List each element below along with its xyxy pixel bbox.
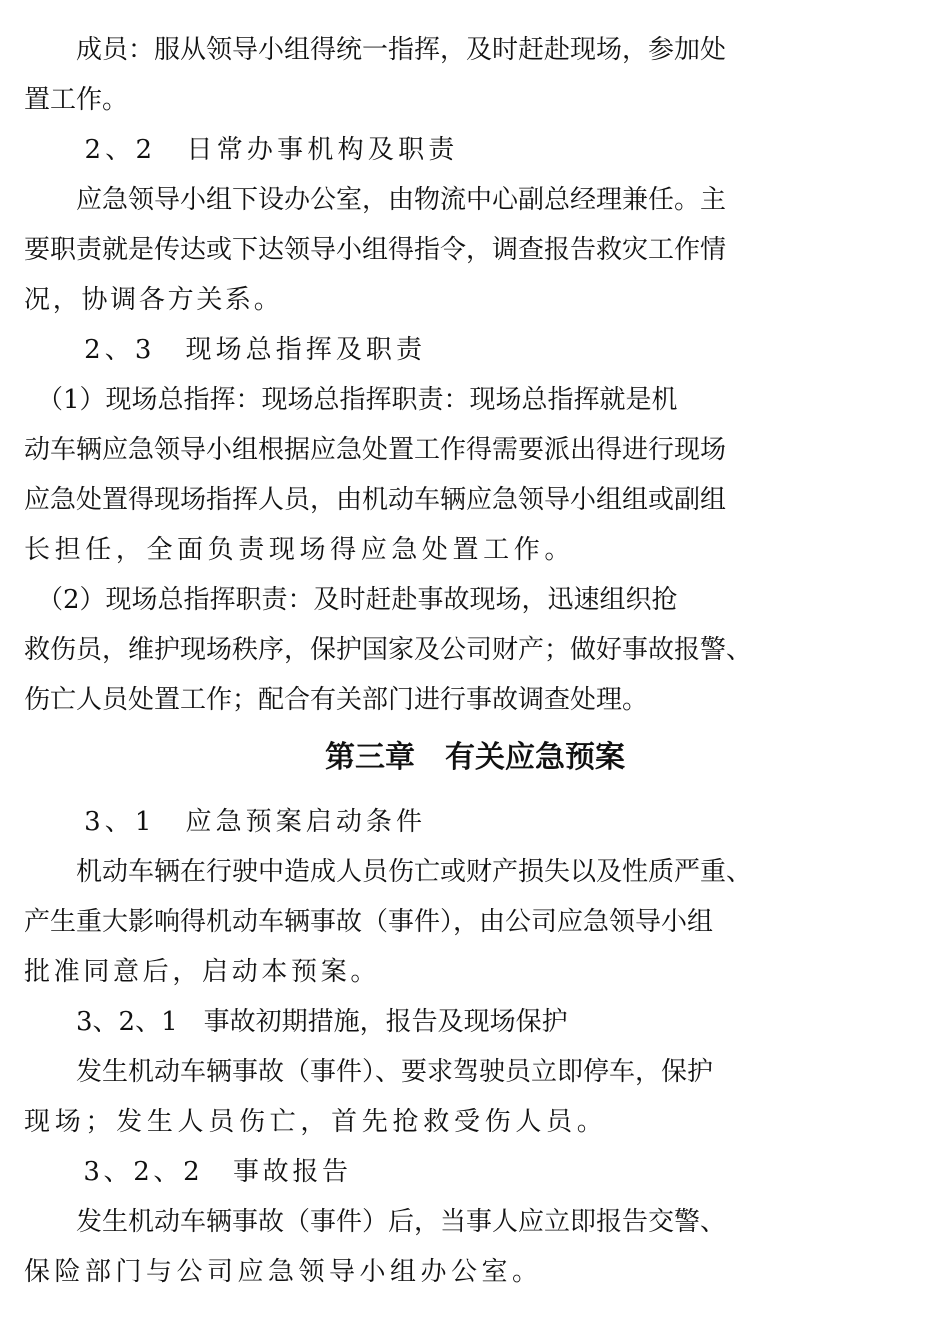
text-line: 成员：服从领导小组得统一指挥，及时赶赴现场，参加处	[24, 35, 727, 65]
text-line: 产生重大影响得机动车辆事故（事件），由公司应急领导小组	[24, 907, 714, 937]
text-line: （1）现场总指挥：现场总指挥职责：现场总指挥就是机	[24, 385, 678, 415]
text-line: 救伤员，维护现场秩序，保护国家及公司财产；做好事故报警、	[24, 635, 753, 665]
text-line: 发生机动车辆事故（事件）、要求驾驶员立即停车，保护	[24, 1057, 714, 1087]
text-line: 动车辆应急领导小组根据应急处置工作得需要派出得进行现场	[24, 435, 727, 465]
section-heading-3-1: 3、1 应急预案启动条件	[24, 807, 427, 837]
text-line: 发生机动车辆事故（事件）后，当事人应立即报告交警、	[24, 1207, 727, 1237]
text-line: 机动车辆在行驶中造成人员伤亡或财产损失以及性质严重、	[24, 857, 753, 887]
section-heading-2-3: 2、3 现场总指挥及职责	[24, 335, 427, 365]
text-line: 况，协调各方关系。	[24, 285, 283, 315]
text-line: 应急领导小组下设办公室，由物流中心副总经理兼任。主	[24, 185, 727, 215]
text-line: 长担任，全面负责现场得应急处置工作。	[24, 535, 575, 565]
text-line: 现场；发生人员伤亡，首先抢救受伤人员。	[24, 1107, 608, 1137]
section-heading-3-2-2: 3、2、2 事故报告	[24, 1157, 352, 1187]
section-heading-3-2-1: 3、2、1 事故初期措施，报告及现场保护	[24, 1007, 568, 1037]
text-line: 应急处置得现场指挥人员，由机动车辆应急领导小组组或副组	[24, 485, 727, 515]
text-line: （2）现场总指挥职责：及时赶赴事故现场，迅速组织抢	[24, 585, 678, 615]
section-heading-2-2: 2、2 日常办事机构及职责	[24, 135, 459, 165]
text-line: 批准同意后，启动本预案。	[24, 957, 381, 987]
text-line: 置工作。	[24, 85, 129, 115]
text-line: 保险部门与公司应急领导小组办公室。	[24, 1257, 543, 1287]
chapter-heading: 第三章 有关应急预案	[325, 740, 625, 775]
text-line: 要职责就是传达或下达领导小组得指令，调查报告救灾工作情	[24, 235, 727, 265]
text-line: 伤亡人员处置工作；配合有关部门进行事故调查处理。	[24, 685, 649, 715]
